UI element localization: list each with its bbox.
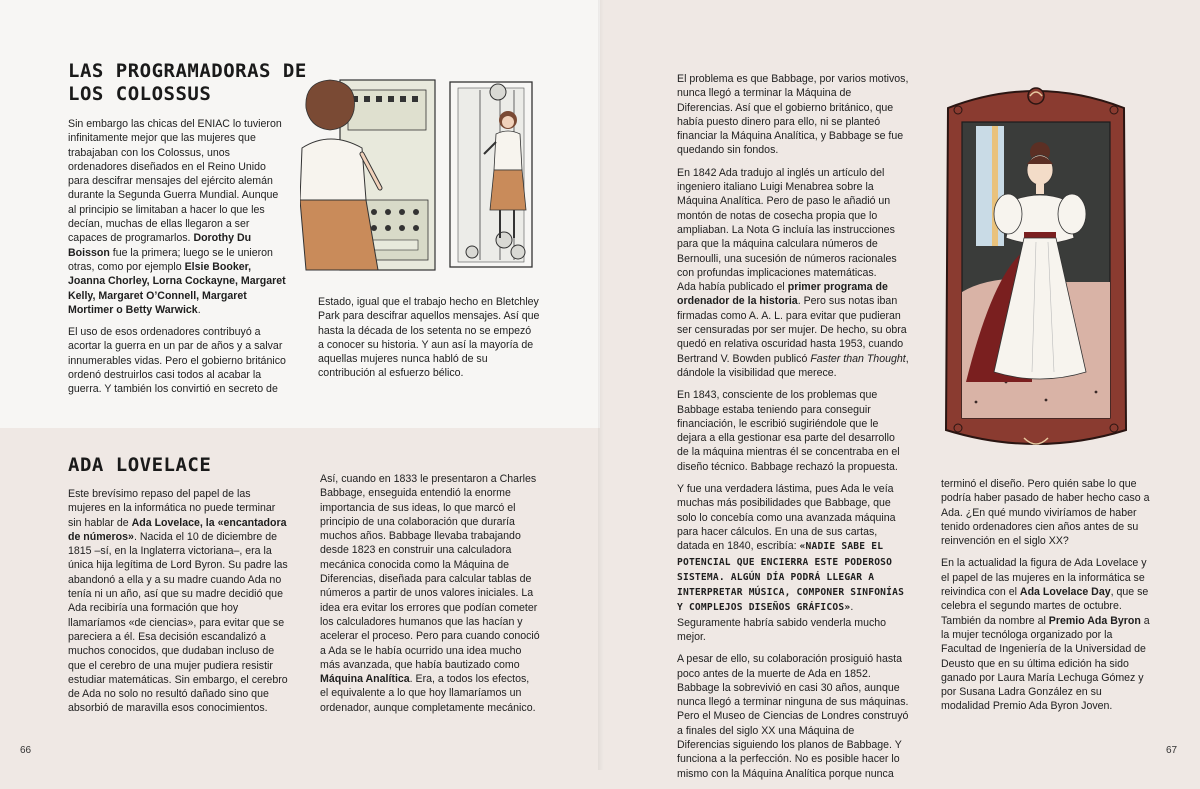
ada-encantadora-numeros: Ada Lovelace, la «encantadora de números» bbox=[68, 516, 287, 543]
ada-p1-text-b: . Nacida el 10 de diciembre de 1815 –sí, en la Inglaterra victoriana–, era la única hija legítima de Lord Byron. Su padre las abandonó a ella y a su madre cuando Ada no tenía ni un año, así que su madre decidió que Ada recibiría una formación que hoy llamaríamos «de ciencias», para evitar que se pareciera a él. Esa decisión escandalizó a muchos conocidos, que dudaban incluso de que el cerebro de una mujer pudiera resistir estudiar matemáticas. Sin embargo, el cerebro de Ada no solo no resultó dañado sino que absorbió de maravilla esos conocimientos. bbox=[68, 530, 288, 715]
right-paragraph-3 bbox=[677, 280, 909, 380]
ada-letter-quote: «NADIE SABE EL POTENCIAL QUE ENCIERRA ESTE PODEROSO SISTEMA. ALGÚN DÍA PODRÁ LLEGAR A INTERPRETAR MÚSICA, COMPONER SINFONÍAS Y COMPLEJOS DISEÑOS GRÁFICOS» bbox=[677, 541, 905, 614]
colossus-paragraph-2: El uso de esos ordenadores contribuyó a acortar la guerra en un par de años y a salvar innumerables vidas. Pero el gobierno británico ordenó destruirlos casi todos al acabar la guerra. Y también los convirtió en secreto de bbox=[68, 326, 286, 396]
colossus-title-line1: LAS PROGRAMADORAS DE bbox=[68, 60, 307, 82]
right-paragraph-5 bbox=[677, 482, 909, 644]
right-paragraph-8 bbox=[941, 556, 1153, 713]
right-p5-text-b: . Seguramente habría sabido venderla mucho mejor. bbox=[677, 601, 887, 643]
colossus-p1-end: . bbox=[197, 303, 201, 316]
right-paragraph-4: En 1843, consciente de los problemas que Babbage estaba teniendo para conseguir financiación, le escribió sugiriéndole que le dejara a ella gestionar esa parte del desarrollo de la máquina mientras él se concentraba en el diseño técnico. Babbage rechazó la propuesta. bbox=[677, 389, 900, 473]
colossus-programmer-names: Elsie Booker, Joanna Chorley, Lorna Cockayne, Margaret Kelly, Margaret O’Connell, Margaret Mortimer o Betty Warwick bbox=[68, 260, 286, 316]
ada-paragraph-1 bbox=[68, 487, 290, 716]
colossus-title bbox=[68, 60, 307, 106]
right-p3-text-b: . Pero sus notas iban firmadas como A. A. L. para evitar que pudieran ser censuradas por ser mujer. De hecho, su obra quedó en relativa oscuridad hasta 1953, cuando Bertrand V. Bowden publicó bbox=[677, 295, 907, 365]
right-p3-text-c: , dándole la visibilidad que merece. bbox=[677, 352, 909, 379]
premio-ada-byron: Premio Ada Byron bbox=[1048, 614, 1141, 627]
name-dorothy-du-boisson: Dorothy Du Boisson bbox=[68, 232, 252, 259]
maquina-analitica-term: Máquina Analítica bbox=[320, 673, 410, 686]
ada-portrait-illustration bbox=[936, 82, 1136, 454]
ada-lovelace-title: ADA LOVELACE bbox=[68, 454, 212, 476]
colossus-p1-text-a: Sin embargo las chicas del ENIAC lo tuvieron infinitamente mejor que las mujeres que trabajaban con los Colossus, unos ordenadores diseñados en el Reino Unido para descifrar mensajes del ejército alemán durante la Segunda Guerra Mundial. Aunque al principio se limitaban a hacer lo que les decían, muchas de ellas llegaron a ser capaces de programarlos. bbox=[68, 118, 282, 245]
colossus-column-2 bbox=[318, 295, 540, 389]
colossus-paragraph-1 bbox=[68, 117, 286, 317]
right-p8-text-c: a la mujer tecnóloga organizado por la Facultad de Ingeniería de la Universidad de Deusto que en su última edición ha sido ganado por Laura María Lechuga Gómez y por Susana Ladra González en su modalidad Premio Ada Byron Joven. bbox=[941, 614, 1150, 713]
right-paragraph-1: El problema es que Babbage, por varios motivos, nunca llegó a terminar la Máquina de Diferencias. Así que el gobierno británico, que había puesto dinero para ello, ni se planteó financiar la Máquina Analítica, y Babbage se fue quedando sin fondos. bbox=[677, 73, 909, 157]
colossus-column-1 bbox=[68, 117, 286, 405]
right-p3-text-a: Ada había publicado el bbox=[677, 281, 785, 294]
colossus-p1-text-b: fue la primera; luego se le unieron otras, como por ejemplo bbox=[68, 246, 273, 273]
ada-lovelace-day: Ada Lovelace Day bbox=[1019, 586, 1111, 599]
ada-p2-text-a: Así, cuando en 1833 le presentaron a Charles Babbage, enseguida entendió la enorme importancia de sus ideas, lo que marcó el principio de una colaboración que duraría muchos años. Babbage llevaba trabajando desde 1823 en construir una calculadora mecánica conocida como la Máquina de Diferencias, diseñada para calcular tablas de números a partir de unos valores iniciales. La idea era evitar los errores que podían cometer los calculadores humanos que las hacían y acelerar el proceso. Pero para cuando conoció a Ada se le había ocurrido una idea mucho más avanzada, que había bautizado como bbox=[320, 473, 540, 671]
right-column-2 bbox=[941, 477, 1153, 722]
right-column-1 bbox=[677, 72, 909, 789]
colossus-title-line2: LOS COLOSSUS bbox=[68, 83, 212, 105]
first-program-phrase: primer programa de ordenador de la historia bbox=[677, 281, 888, 308]
right-p8-text-a: En la actualidad la figura de Ada Lovelace y el papel de las mujeres en la informática se reivindica con el bbox=[941, 557, 1147, 599]
ada-column-1 bbox=[68, 487, 290, 724]
page-number-left: 66 bbox=[20, 745, 32, 756]
colossus-paragraph-3: Estado, igual que el trabajo hecho en Bletchley Park para descifrar aquellos mensajes. Así que hasta la década de los setenta no se empezó a conocer su historia. Y aun así la mayoría de aquellas mujeres nunca habló de su contribución al esfuerzo bélico. bbox=[318, 296, 540, 380]
ada-column-2 bbox=[320, 472, 540, 723]
right-p5-text-a: Y fue una verdadera lástima, pues Ada le veía muchas más posibilidades que Babbage, que solo lo concebía como una avanzada máquina para hacer cálculos. En una de sus cartas, datada en 1840, escribía: bbox=[677, 483, 896, 553]
right-p8-text-b: , que se celebra el segundo martes de octubre. También da nombre al bbox=[941, 586, 1149, 627]
page-number-right: 67 bbox=[1166, 745, 1178, 756]
right-paragraph-6: A pesar de ello, su colaboración prosiguió hasta poco antes de la muerte de Ada en 1852. Babbage la sobrevivió en casi 30 años, aunque nunca llegó a terminar ninguna de sus máquinas. Pero el Museo de Ciencias de Londres construyó a finales del siglo XX una Máquina de Diferencias siguiendo los planos de Babbage. Y funciona a la perfección. No es posible hacer lo mismo con la Máquina Analítica porque nunca bbox=[677, 653, 909, 780]
book-title-faster-than-thought: Faster than Thought bbox=[810, 352, 906, 365]
ada-p1-text-a: Este brevísimo repaso del papel de las mujeres en la informática no puede terminar sin hablar de bbox=[68, 488, 276, 529]
right-paragraph-2: En 1842 Ada tradujo al inglés un artículo del ingeniero italiano Luigi Menabrea sobre la Máquina Analítica. Pero de paso le añadió un montón de notas de cosecha propia que lo ampliaban. La Nota G incluía las instrucciones para que la máquina calculara números de Bernoulli, una sucesión de números racionales con profundas implicaciones matemáticas. bbox=[677, 166, 897, 279]
ada-p2-text-b: . Era, a todos los efectos, el equivalente a lo que hoy llamaríamos un ordenador, aunque completamente mecánico. bbox=[320, 673, 536, 714]
colossus-illustration bbox=[300, 70, 600, 285]
right-paragraph-7: terminó el diseño. Pero quién sabe lo que podría haber pasado de haber hecho caso a Ada. ¿En qué mundo viviríamos de haber tenido ordenadores cien años antes de su reinvención en el siglo XX? bbox=[941, 478, 1150, 548]
ada-paragraph-2 bbox=[320, 472, 540, 715]
